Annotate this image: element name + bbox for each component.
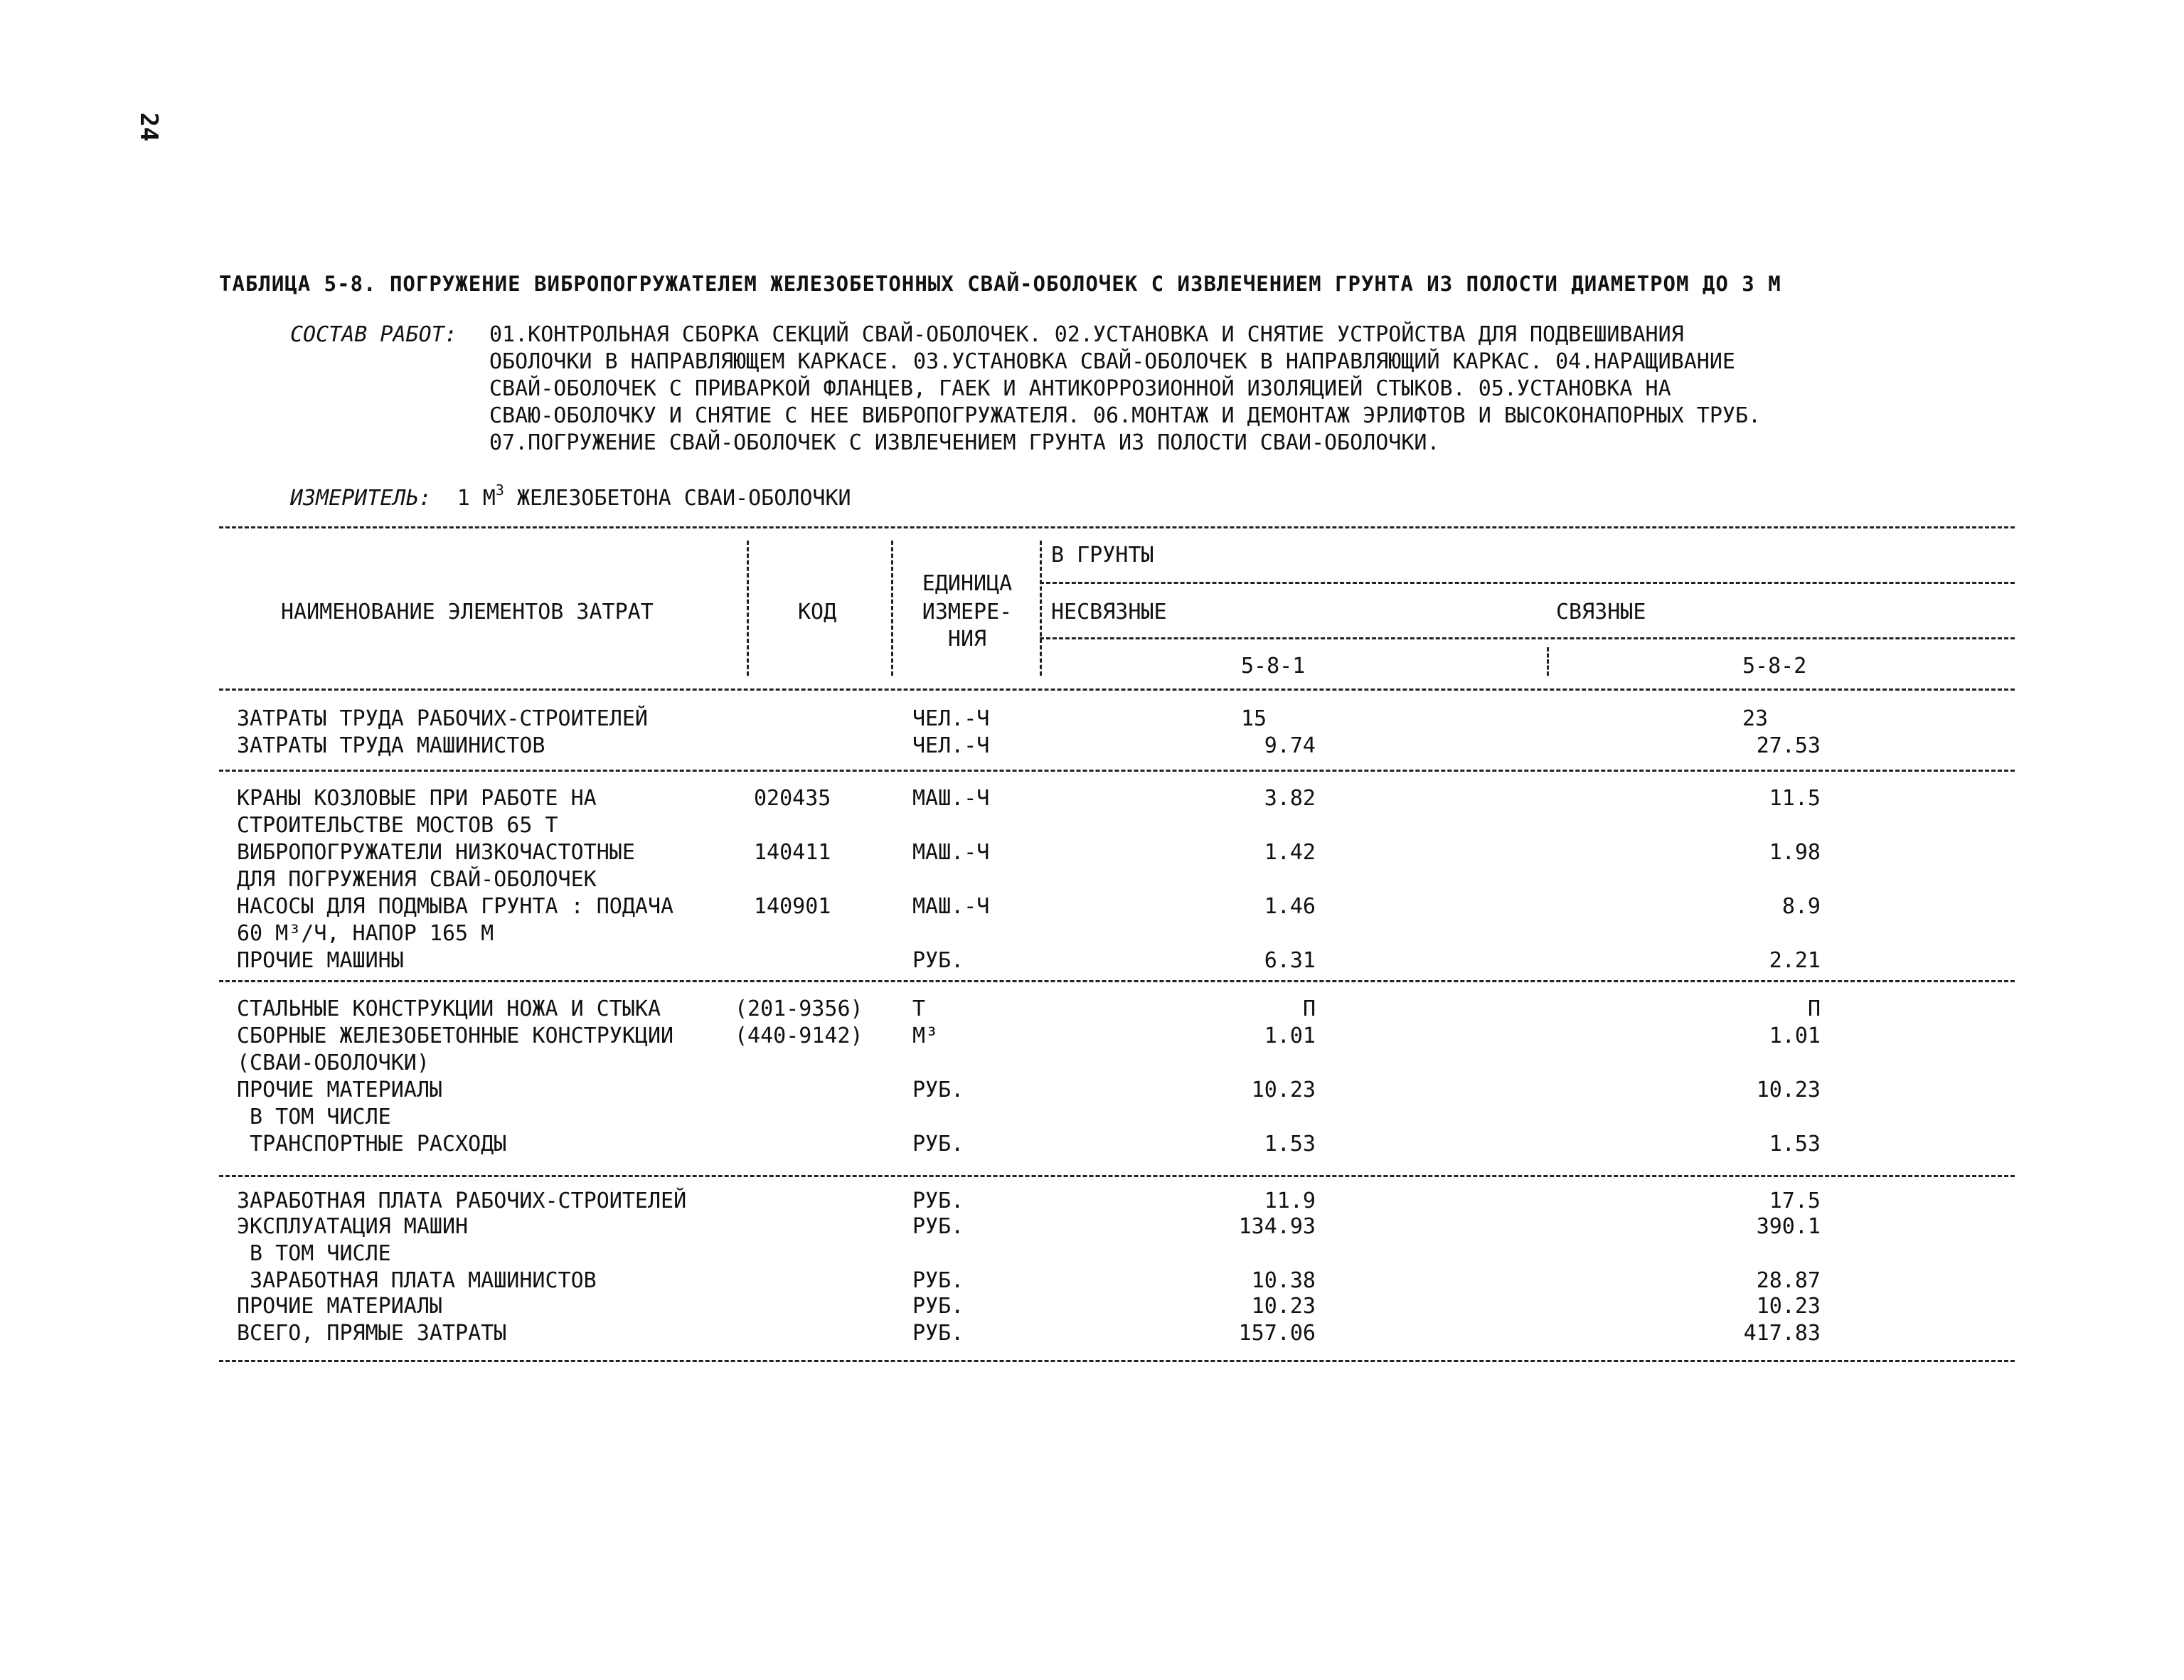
header-rule-types (1040, 637, 2015, 639)
measure-value-pre: 1 М (457, 486, 496, 511)
row-value-5-8-1: 15 (1241, 706, 1267, 731)
row-name: ПРОЧИЕ МАТЕРИАЛЫ (237, 1078, 442, 1102)
row-name: ПРОЧИЕ МАТЕРИАЛЫ (237, 1294, 442, 1319)
row-value-5-8-2: 10.23 (1756, 1078, 1821, 1102)
row-value-5-8-1: 11.9 (1264, 1189, 1316, 1213)
row-value-5-8-2: 417.83 (1743, 1321, 1821, 1346)
section-rule (219, 980, 2015, 982)
row-value-5-8-1: 1.01 (1264, 1024, 1316, 1048)
composition-line: 01.КОНТРОЛЬНАЯ СБОРКА СЕКЦИЙ СВАЙ-ОБОЛОЧЕК. 02.УСТАНОВКА И СНЯТИЕ УСТРОЙСТВА ДЛЯ ПОДВЕШИВАНИЯ (489, 322, 1684, 347)
composition-label: СОСТАВ РАБОТ: (290, 322, 457, 347)
row-name: ТРАНСПОРТНЫЕ РАСХОДЫ (237, 1132, 507, 1157)
row-name: ЗАТРАТЫ ТРУДА МАШИНИСТОВ (237, 733, 545, 758)
row-unit: Т (912, 996, 926, 1021)
row-value-5-8-1: 157.06 (1238, 1321, 1316, 1346)
row-unit: РУБ. (912, 1321, 964, 1346)
row-name: НАСОСЫ ДЛЯ ПОДМЫВА ГРУНТА : ПОДАЧА (237, 894, 674, 919)
row-name: (СВАИ-ОБОЛОЧКИ) (237, 1051, 430, 1075)
header-col-5-8-2: 5-8-2 (1742, 654, 1807, 679)
table-row (0, 706, 2184, 733)
header-col-5-8-1: 5-8-1 (1241, 654, 1306, 679)
table-row (0, 893, 2184, 920)
table-row (0, 1050, 2184, 1077)
table-row (0, 1023, 2184, 1050)
header-rule-soils (1040, 582, 2015, 584)
row-value-5-8-1: 1.53 (1264, 1132, 1316, 1157)
row-value-5-8-1: 10.23 (1251, 1294, 1316, 1319)
row-value-5-8-1: 10.38 (1251, 1268, 1316, 1293)
row-value-5-8-1: 10.23 (1251, 1078, 1316, 1102)
row-value-5-8-2: 8.9 (1781, 894, 1821, 919)
row-unit: МАШ.-Ч (912, 786, 990, 811)
row-value-5-8-2: 390.1 (1756, 1214, 1821, 1239)
header-unit-2: ИЗМЕРЕ- (922, 600, 1013, 624)
row-name: ЗАРАБОТНАЯ ПЛАТА МАШИНИСТОВ (237, 1268, 597, 1293)
row-code: (440-9142) (735, 1024, 863, 1048)
table-bottom-rule (219, 1360, 2015, 1362)
table-row (0, 1320, 2184, 1347)
row-value-5-8-2: 10.23 (1756, 1294, 1821, 1319)
table-row (0, 996, 2184, 1023)
row-value-5-8-2: 2.21 (1769, 948, 1821, 973)
row-unit: РУБ. (912, 1268, 964, 1293)
row-value-5-8-1: 1.46 (1264, 894, 1316, 919)
table-row (0, 1213, 2184, 1240)
row-unit: РУБ. (912, 1214, 964, 1239)
row-name: ЗАТРАТЫ ТРУДА РАБОЧИХ-СТРОИТЕЛЕЙ (237, 706, 648, 731)
table-top-rule (219, 526, 2015, 528)
page-number: 24 (134, 112, 163, 142)
row-name: СТРОИТЕЛЬСТВЕ МОСТОВ 65 Т (237, 813, 558, 838)
row-unit: РУБ. (912, 948, 964, 973)
table-row (0, 812, 2184, 839)
row-value-5-8-1: 6.31 (1264, 948, 1316, 973)
header-unit-3: НИЯ (947, 627, 987, 652)
row-name: В ТОМ ЧИСЛЕ (237, 1105, 391, 1129)
composition-line: ОБОЛОЧКИ В НАПРАВЛЯЮЩЕМ КАРКАСЕ. 03.УСТАНОВКА СВАЙ-ОБОЛОЧЕК В НАПРАВЛЯЮЩИЙ КАРКАС. 04.НАРАЩИВАНИЕ (489, 349, 1735, 374)
row-name: ЭКСПЛУАТАЦИЯ МАШИН (237, 1214, 469, 1239)
measure-unit (290, 482, 851, 512)
section-rule (219, 770, 2015, 772)
table-row (0, 1240, 2184, 1267)
row-value-5-8-2: 1.98 (1769, 840, 1821, 865)
measure-label: ИЗМЕРИТЕЛЬ: (290, 486, 432, 511)
row-code: (201-9356) (735, 996, 863, 1021)
row-name: СТАЛЬНЫЕ КОНСТРУКЦИИ НОЖА И СТЫКА (237, 996, 661, 1021)
row-value-5-8-2: 23 (1742, 706, 1769, 731)
row-name: КРАНЫ КОЗЛОВЫЕ ПРИ РАБОТЕ НА (237, 786, 597, 811)
table-row (0, 866, 2184, 893)
table-row (0, 1267, 2184, 1294)
row-unit: РУБ. (912, 1294, 964, 1319)
row-code: 020435 (754, 786, 831, 811)
table-title: ТАБЛИЦА 5-8. ПОГРУЖЕНИЕ ВИБРОПОГРУЖАТЕЛЕМ ЖЕЛЕЗОБЕТОННЫХ СВАЙ-ОБОЛОЧЕК С ИЗВЛЕЧЕНИЕМ ГРУНТА ИЗ ПОЛОСТИ ДИАМЕТРОМ ДО 3 М (219, 272, 1781, 296)
header-name: НАИМЕНОВАНИЕ ЭЛЕМЕНТОВ ЗАТРАТ (281, 600, 654, 624)
row-unit: ЧЕЛ.-Ч (912, 706, 990, 731)
table-row (0, 947, 2184, 974)
row-unit: МАШ.-Ч (912, 894, 990, 919)
row-code: 140411 (754, 840, 831, 865)
measure-value-post: ЖЕЛЕЗОБЕТОНА СВАИ-ОБОЛОЧКИ (504, 486, 851, 511)
header-separator (1040, 541, 1042, 676)
row-value-5-8-1: 1.42 (1264, 840, 1316, 865)
section-rule (219, 1175, 2015, 1177)
row-code: 140901 (754, 894, 831, 919)
row-unit: РУБ. (912, 1078, 964, 1102)
header-code: КОД (798, 600, 837, 624)
composition-line: СВАЙ-ОБОЛОЧЕК С ПРИВАРКОЙ ФЛАНЦЕВ, ГАЕК И АНТИКОРРОЗИОННОЙ ИЗОЛЯЦИЕЙ СТЫКОВ. 05.УСТАНОВКА НА (489, 376, 1671, 401)
header-cohesive-soils: СВЯЗНЫЕ (1556, 600, 1646, 624)
row-name: В ТОМ ЧИСЛЕ (237, 1241, 391, 1266)
table-row (0, 839, 2184, 866)
row-unit: РУБ. (912, 1189, 964, 1213)
header-separator (747, 541, 749, 676)
measure-value (457, 482, 851, 511)
row-value-5-8-2: П (1807, 996, 1821, 1021)
header-soils: В ГРУНТЫ (1051, 543, 1154, 568)
row-name: 60 М³/Ч, НАПОР 165 М (237, 921, 494, 946)
row-value-5-8-2: 11.5 (1769, 786, 1821, 811)
row-name: ВИБРОПОГРУЖАТЕЛИ НИЗКОЧАСТОТНЫЕ (237, 840, 635, 865)
table-row (0, 785, 2184, 812)
row-name: ВСЕГО, ПРЯМЫЕ ЗАТРАТЫ (237, 1321, 507, 1346)
row-name: СБОРНЫЕ ЖЕЛЕЗОБЕТОННЫЕ КОНСТРУКЦИИ (237, 1024, 674, 1048)
row-name: ЗАРАБОТНАЯ ПЛАТА РАБОЧИХ-СТРОИТЕЛЕЙ (237, 1189, 687, 1213)
table-row (0, 920, 2184, 947)
composition-line: СВАЮ-ОБОЛОЧКУ И СНЯТИЕ С НЕЕ ВИБРОПОГРУЖАТЕЛЯ. 06.МОНТАЖ И ДЕМОНТАЖ ЭРЛИФТОВ И ВЫСОКОНАПОРНЫХ ТРУБ. (489, 403, 1762, 428)
header-bottom-rule (219, 689, 2015, 691)
row-unit: ЧЕЛ.-Ч (912, 733, 990, 758)
row-value-5-8-1: П (1302, 996, 1316, 1021)
row-unit: МАШ.-Ч (912, 840, 990, 865)
table-row (0, 1131, 2184, 1158)
table-row (0, 1293, 2184, 1320)
header-unit-1: ЕДИНИЦА (922, 571, 1013, 596)
row-value-5-8-1: 9.74 (1264, 733, 1316, 758)
row-name: ПРОЧИЕ МАШИНЫ (237, 948, 404, 973)
row-value-5-8-2: 17.5 (1769, 1189, 1821, 1213)
row-unit: РУБ. (912, 1132, 964, 1157)
header-separator (891, 541, 893, 676)
row-unit: М³ (912, 1024, 939, 1048)
header-separator (1547, 647, 1549, 676)
row-name: ДЛЯ ПОГРУЖЕНИЯ СВАЙ-ОБОЛОЧЕК (237, 867, 597, 892)
composition-line: 07.ПОГРУЖЕНИЕ СВАЙ-ОБОЛОЧЕК С ИЗВЛЕЧЕНИЕМ ГРУНТА ИЗ ПОЛОСТИ СВАИ-ОБОЛОЧКИ. (489, 430, 1440, 455)
row-value-5-8-1: 134.93 (1238, 1214, 1316, 1239)
table-row (0, 733, 2184, 760)
composition-text (489, 321, 1969, 457)
table-row (0, 1104, 2184, 1131)
row-value-5-8-1: 3.82 (1264, 786, 1316, 811)
row-value-5-8-2: 1.53 (1769, 1132, 1821, 1157)
table-row (0, 1077, 2184, 1104)
row-value-5-8-2: 28.87 (1756, 1268, 1821, 1293)
measure-value-sup: 3 (495, 482, 504, 499)
row-value-5-8-2: 27.53 (1756, 733, 1821, 758)
header-loose-soils: НЕСВЯЗНЫЕ (1051, 600, 1167, 624)
row-value-5-8-2: 1.01 (1769, 1024, 1821, 1048)
table-row (0, 1188, 2184, 1215)
